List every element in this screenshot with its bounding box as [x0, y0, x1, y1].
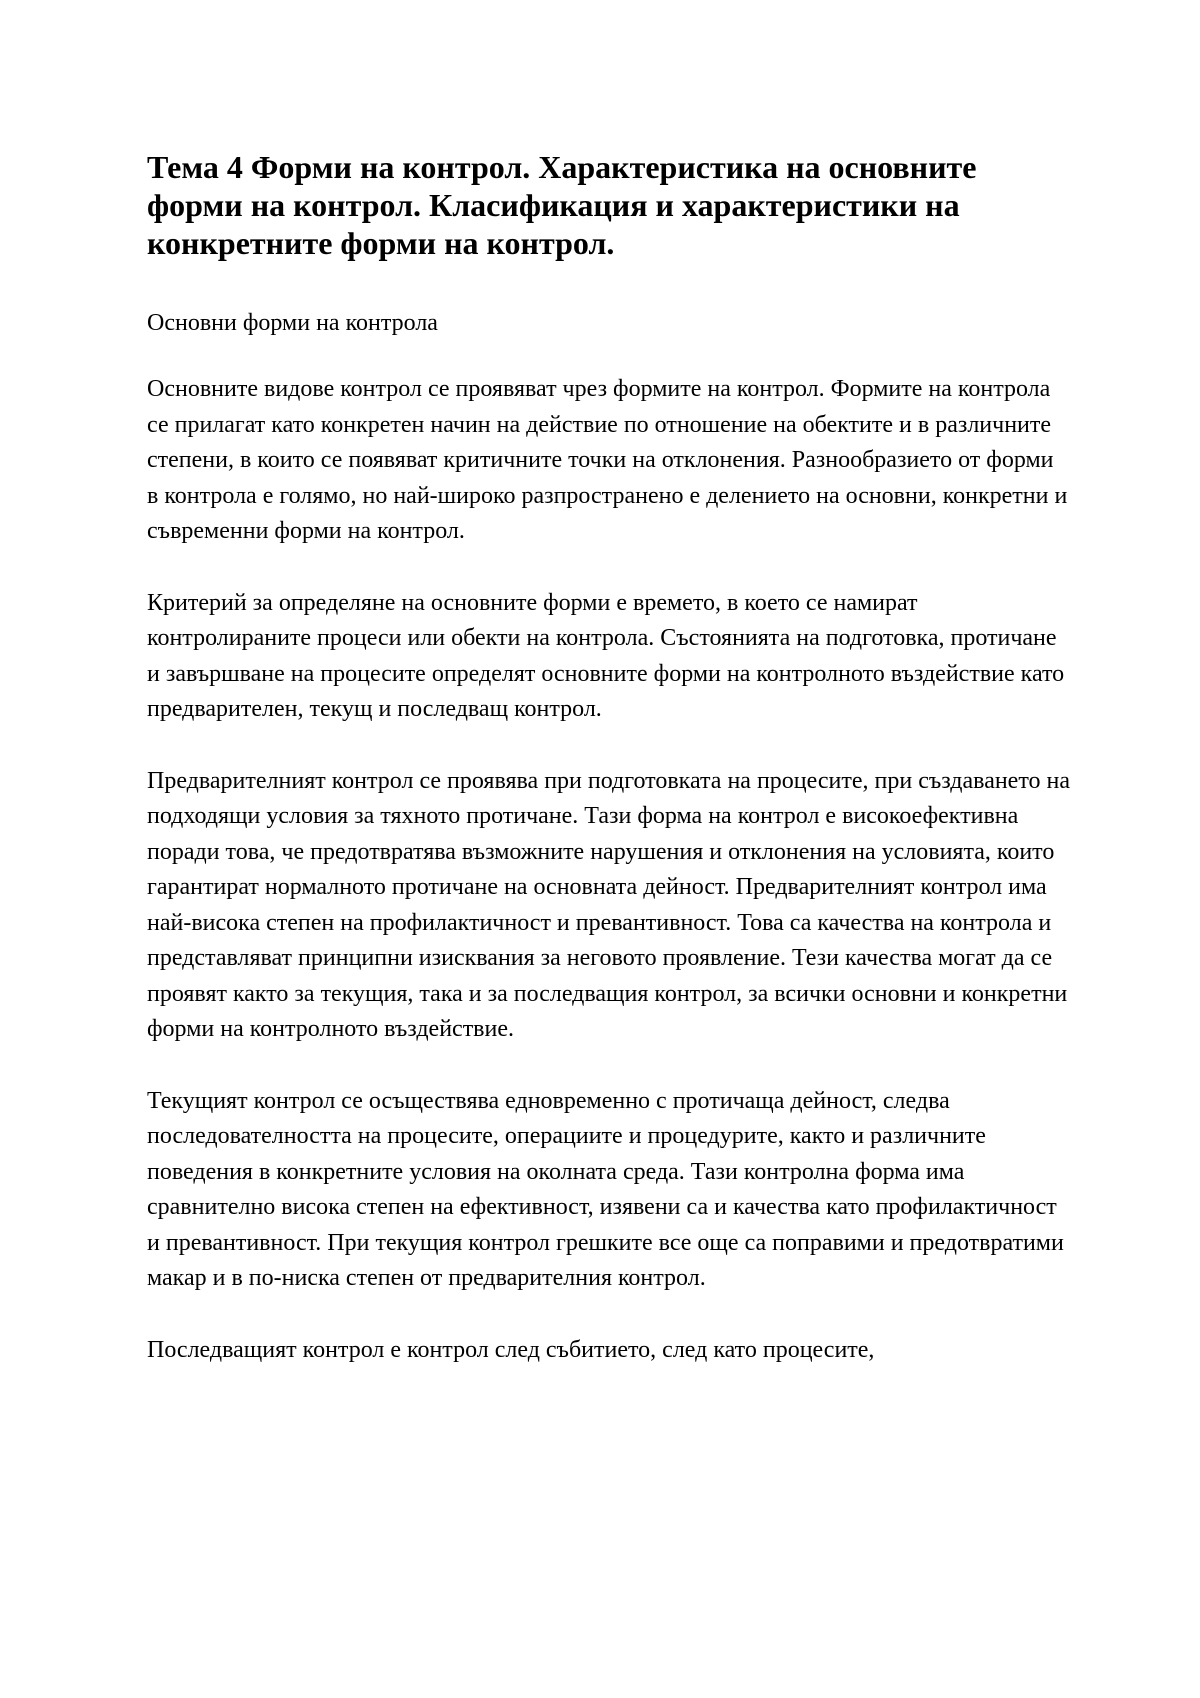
section-heading: Основни форми на контрола [147, 310, 438, 336]
paragraph-5: Последващият контрол е контрол след събитието, след като процесите, [147, 1336, 875, 1363]
paragraph-1: Основните видове контрол се проявяват чрез формите на контрол. Формите на контрола се прилагат като конкретен начин на действие по отношение на обектите и в различните степени, в които се появяват критичните точки на отклонения. Разнообразието от форми в контрола е голямо, но най-широко разпространено е делението на основни, конкретни и съвременни форми на контрол. [147, 376, 1068, 544]
paragraph-4: Текущият контрол се осъществява едновременно с протичаща дейност, следва последователността на процесите, операциите и процедурите, както и различните поведения в конкретните условия на околната среда. Тази контролна форма има сравнително висока степен на ефективност, изявени са и качества като профилактичност и превантивност. При текущия контрол грешките все още са поправими и предотвратими макар и в по-ниска степен от предварителния контрол. [147, 1087, 1064, 1291]
document-title: Тема 4 Форми на контрол. Характеристика на основните форми на контрол. Класификация и характеристики на конкретните форми на контрол. [147, 149, 977, 261]
paragraph-3: Предварителният контрол се проявява при подготовката на процесите, при създаването на подходящи условия за тяхното протичане. Тази форма на контрол е високоефективна поради това, че предотвратява възможните нарушения и отклонения на условията, които гарантират нормалното протичане на основната дейност. Предварителният контрол има най-висока степен на профилактичност и превантивност. Това са качества на контрола и представляват принципни изисквания за неговото проявление. Тези качества могат да се проявят както за текущия, така и за последващия контрол, за всички основни и конкретни форми на контролното въздействие. [147, 767, 1071, 1042]
paragraph-2: Критерий за определяне на основните форми е времето, в което се намират контролираните процеси или обекти на контрола. Състоянията на подготовка, протичане и завършване на процесите определят основните форми на контролното въздействие като предварителен, текущ и последващ контрол. [147, 589, 1065, 722]
